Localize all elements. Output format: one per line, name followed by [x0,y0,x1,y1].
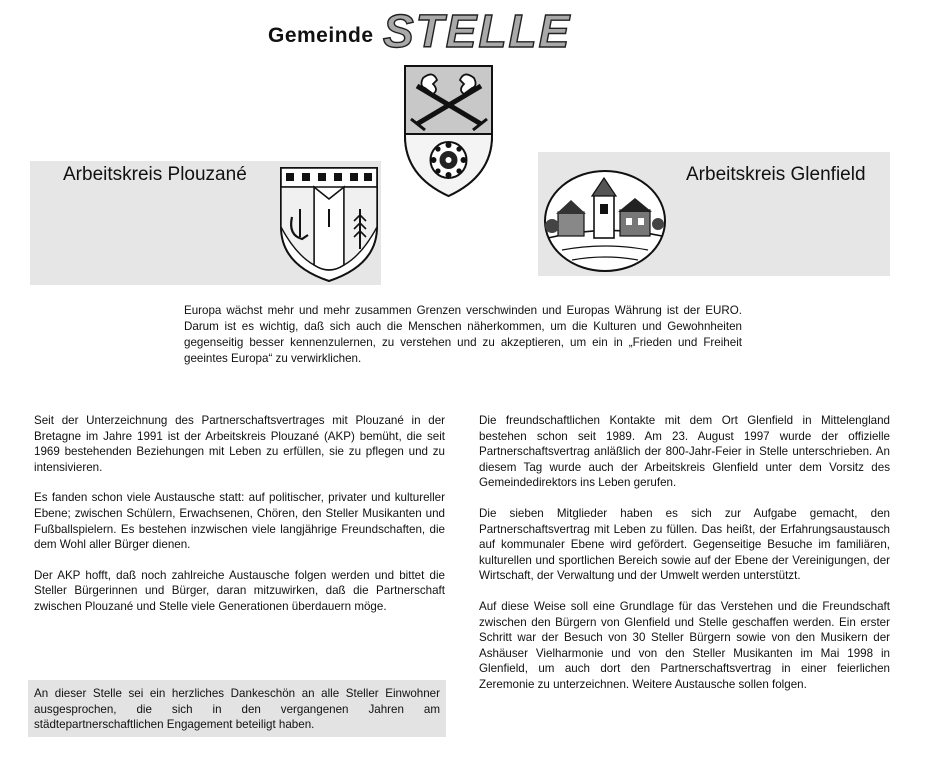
left-paragraph-1: Seit der Unterzeichnung des Partnerschaftsvertrages mit Plouzané in der Bretagne im Jahre 1991 ist der Arbeitskreis Plouzané (AKP) bemüht, die seit 1969 bestehenden Beziehungen mit Leben zu erfüllen, sie zu pflegen und zu intensivieren. [34,414,445,474]
left-paragraph-3: Der AKP hofft, daß noch zahlreiche Austausche folgen werden und bittet die Steller Bürgerinnen und Bürger, daran mitzuwirken, daß die Partnerschaft zwischen Plouzané und Stelle viele Generationen überdauern möge. [34,568,445,613]
header-wordmark [268,5,572,57]
glenfield-panel [538,152,890,276]
left-paragraph-2: Es fanden schon viele Austausche statt: auf politischer, privater und kultureller Ebene; zwischen Schülern, Erwachsenen, Chören, den Steller Musikanten und Fußballspielern. Es bestehen inzwischen viele langjährige Freundschaften, die dem Wohl aller Bürger dienen. [34,491,445,552]
plouzane-panel [30,161,381,285]
plouzane-panel-title: Arbeitskreis Plouzané [63,164,247,185]
stelle-coat-of-arms-icon [403,64,494,198]
glenfield-emblem-icon [542,168,668,274]
thanks-text: An dieser Stelle sei ein herzliches Dankeschön an alle Steller Einwohner ausgesprochen, die sich in den vergangenen Jahren am städtepartnerschaftlichen Engagement beteiligt haben. [34,687,440,732]
right-paragraph-3: Auf diese Weise soll eine Grundlage für das Verstehen und die Freundschaft zwischen den Bürgern von Glenfield und Stelle geschaffen werden. Ein erster Schritt war der Besuch von 30 Steller Bürgern sowie von den Musikern der Ashäuser Vielharmonie und von den Steller Musikanten im Mai 1998 in Glenfield, um auch dort den Partnerschaftsvertrag in einer feierlichen Zeremonie zu unterzeichnen. Weitere Austausche sollen folgen. [479,599,890,691]
plouzane-coat-of-arms-icon [278,165,380,283]
left-column [34,413,445,630]
right-paragraph-2: Die sieben Mitglieder haben es sich zur Aufgabe gemacht, den Partnerschaftsvertrag mit Leben zu füllen. Das heißt, der Erfahrungsaustausch auf kommunaler Ebene wird gefördert. Gegenseitige Besuche im familiären, kulturellen und sportlichen Bereich sowie auf der Ebene der Vereinigungen, der Wirtschaft, der Verwaltung und der Umwelt werden unterstützt. [479,506,890,583]
intro-paragraph: Europa wächst mehr und mehr zusammen Grenzen verschwinden und Europas Währung ist der EURO. Darum ist es wichtig, daß sich auch die Menschen näherkommen, um die Kulturen und Gewohnheiten gegenseitig besser kennenzulernen, zu verstehen und zu akzeptieren, um ein in „Frieden und Freiheit geeintes Europa“ zu verwirklichen. [184,304,742,365]
header-prefix: Gemeinde [268,24,374,47]
thanks-box [28,680,446,737]
header-title: STELLE [383,5,572,57]
right-paragraph-1: Die freundschaftlichen Kontakte mit dem Ort Glenfield in Mittelengland bestehen schon seit 1989. Am 23. August 1997 wurde der offizielle Partnerschaftsvertrag anläßlich der 800-Jahr-Feier in Stelle unterschrieben. An diesem Tag wurde auch der Arbeitskreis Glenfield unter dem Vorsitz des Gemeindedirektors ins Leben gerufen. [479,414,890,490]
glenfield-panel-title: Arbeitskreis Glenfield [686,164,866,185]
right-column [479,413,890,708]
